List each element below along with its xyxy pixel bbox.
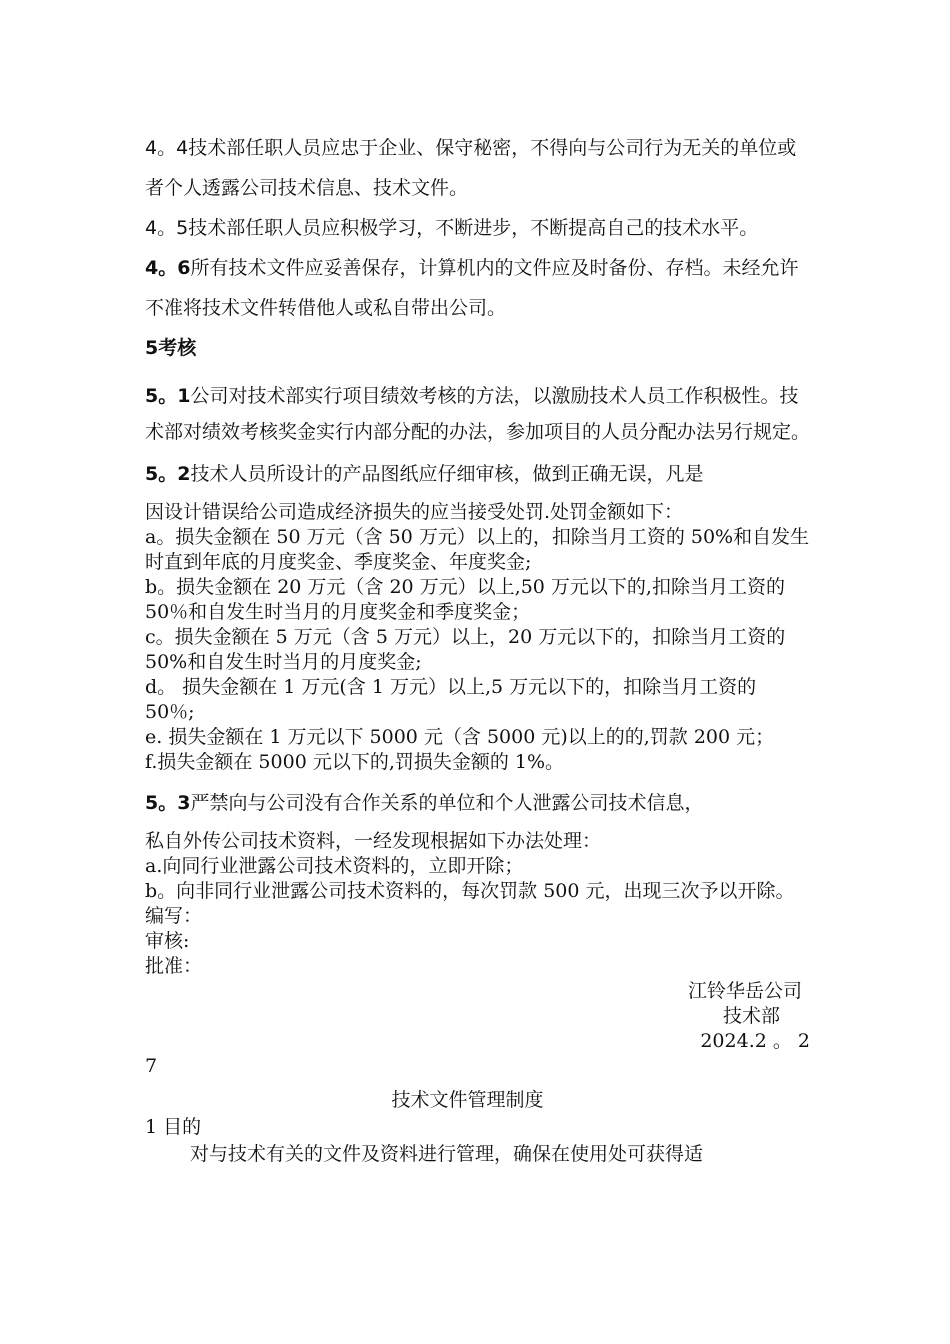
item-5-3-line2: 私自外传公司技术资料，一经发现根据如下办法处理： — [145, 830, 602, 852]
signature-department: 技术部 — [722, 1005, 780, 1027]
item-number: 4。6 — [145, 257, 191, 279]
next-doc-paragraph: 对与技术有关的文件及资料进行管理，确保在使用处可获得适 — [190, 1143, 704, 1165]
document-page — [145, 128, 810, 1167]
handling-a: a.向同行业泄露公司技术资料的，立即开除； — [145, 855, 524, 877]
penalty-e: e. 损失金额在 1 万元以下 5000 元（含 5000 元)以上的的,罚款 200 元； — [145, 726, 775, 748]
signature-block — [145, 979, 810, 1054]
item-4-4 — [145, 128, 810, 208]
item-text: 技术部任职人员应忠于企业、保守秘密，不得向与公司行为无关的单位或者个人透露公司技术信息、技术文件。 — [145, 137, 797, 199]
handling-b: b。向非同行业泄露公司技术资料的，每次罚款 500 元，出现三次予以开除。 — [145, 880, 795, 902]
item-5-3-line1 — [145, 783, 810, 823]
penalty-a: a。损失金额在 50 万元（含 50 万元）以上的，扣除当月工资的 50%和自发生时直到年底的月度奖金、季度奖金、年度奖金; — [145, 526, 810, 573]
item-text: 技术部任职人员应积极学习，不断进步，不断提高自己的技术水平。 — [188, 217, 759, 239]
item-text: 所有技术文件应妥善保存，计算机内的文件应及时备份、存档。未经允许不准将技术文件转借他人或私自带出公司。 — [145, 257, 799, 319]
penalty-f: f.损失金额在 5000 元以下的,罚损失金额的 1%。 — [145, 751, 565, 773]
item-text: 严禁向与公司没有合作关系的单位和个人泄露公司技术信息， — [190, 792, 704, 814]
item-4-6 — [145, 248, 810, 328]
section-5-heading: 5考核 — [145, 337, 197, 359]
next-doc-title: 技术文件管理制度 — [391, 1089, 544, 1111]
item-text: 公司对技术部实行项目绩效考核的方法，以激励技术人员工作积极性。技术部对绩效考核奖金实行内部分配的办法，参加项目的人员分配办法另行规定。 — [145, 385, 811, 443]
next-doc-section-1: 1 目的 — [145, 1116, 202, 1138]
approval-approved: 批准： — [145, 955, 203, 977]
item-text: 技术人员所设计的产品图纸应仔细审核，做到正确无误，凡是 — [190, 463, 704, 485]
item-number: 5。2 — [145, 463, 191, 485]
item-4-5 — [145, 208, 810, 248]
item-number: 4。5 — [145, 217, 189, 239]
item-number: 5。1 — [145, 385, 191, 407]
item-5-2-line2: 因设计错误给公司造成经济损失的应当接受处罚.处罚金额如下： — [145, 501, 684, 523]
item-5-1 — [145, 378, 810, 450]
approval-reviewed: 审核: — [145, 930, 190, 952]
item-number: 5。3 — [145, 792, 191, 814]
penalty-c: c。损失金额在 5 万元（含 5 万元）以上，20 万元以下的，扣除当月工资的 50%和自发生时当月的月度奖金; — [145, 626, 786, 673]
penalty-d: d。 损失金额在 1 万元(含 1 万元）以上,5 万元以下的，扣除当月工资的 50％; — [145, 676, 757, 723]
signature-company: 江铃华岳公司 — [687, 980, 802, 1002]
item-5-2-line1 — [145, 454, 810, 494]
signature-date: 2024.2 。 2 — [700, 1030, 810, 1052]
approval-written: 编写： — [145, 905, 203, 927]
page-number: 7 — [145, 1055, 158, 1077]
item-number: 4。4 — [145, 137, 189, 159]
penalty-b: b。损失金额在 20 万元（含 20 万元）以上,50 万元以下的,扣除当月工资的 50％和自发生时当月的月度奖金和季度奖金； — [145, 576, 785, 623]
